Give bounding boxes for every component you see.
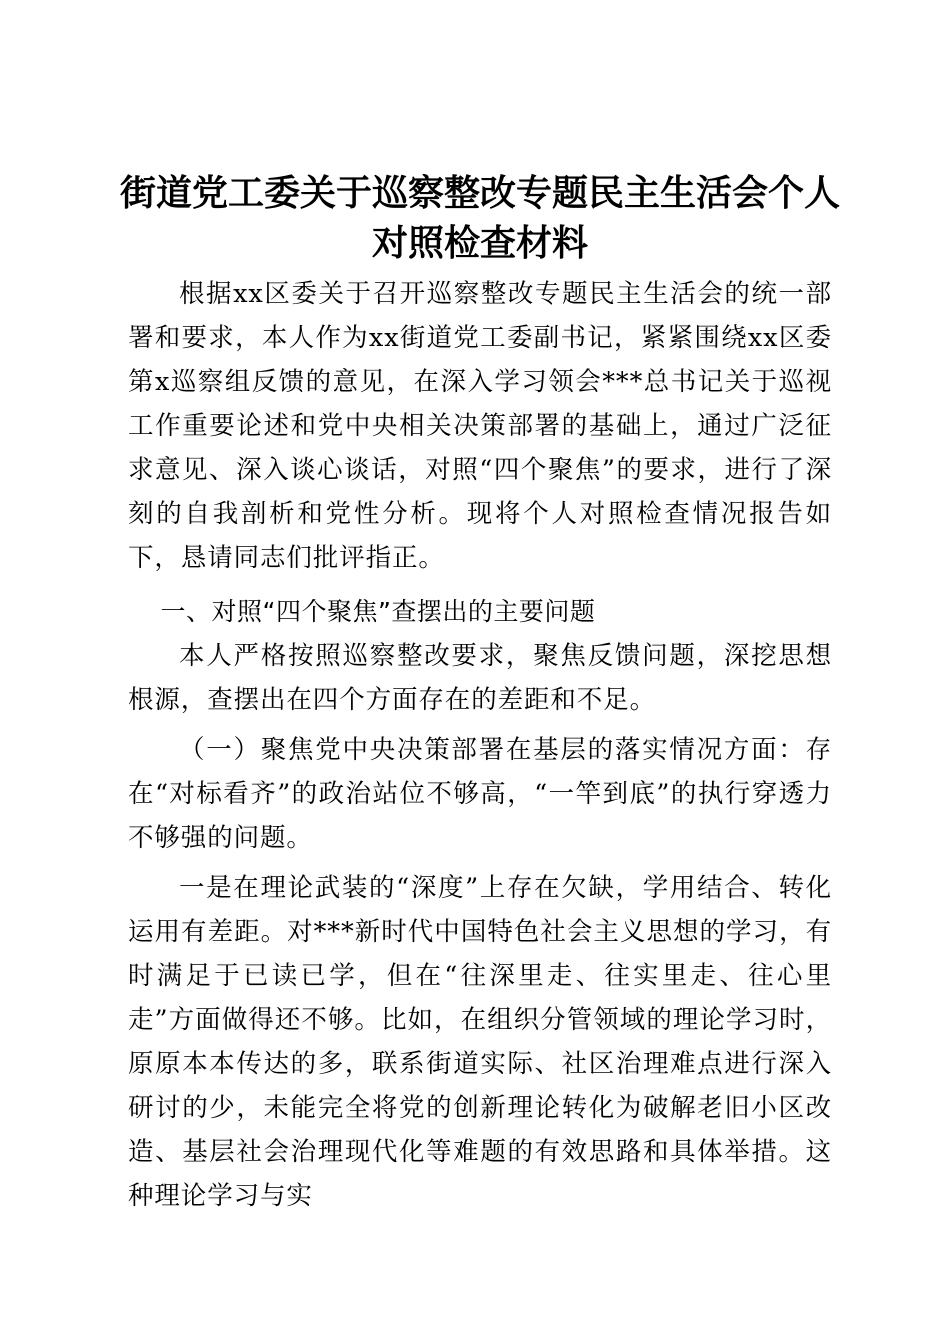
document-title-line-1: 街道党工委关于巡察整改专题民主生活会个人 (120, 172, 841, 214)
document-title-line-2: 对照检查材料 (371, 222, 588, 264)
title-block (120, 168, 841, 268)
section-heading: 一、对照“四个聚焦”查摆出的主要问题 (160, 597, 596, 626)
subsection-paragraph: （一）聚焦党中央决策部署在基层的落实情况方面：存在“对标看齐”的政治站位不够高，“一竿到底”的执行穿透力不够强的问题。 (128, 735, 832, 853)
intro-paragraph: 根据xx区委关于召开巡察整改专题民主生活会的统一部署和要求，本人作为xx街道党工委副书记，紧紧围绕xx区委第x巡察组反馈的意见，在深入学习领会***总书记关于巡视工作重要论述和党中央相关决策部署的基础上，通过广泛征求意见、深入谈心谈话，对照“四个聚焦”的要求，进行了深刻的自我剖析和党性分析。现将个人对照检查情况报告如下，恳请同志们批评指正。 (128, 279, 832, 573)
point-paragraph: 一是在理论武装的“深度”上存在欠缺，学用结合、转化运用有差距。对***新时代中国特色社会主义思想的学习，有时满足于已读已学，但在“往深里走、往实里走、往心里走”方面做得还不够。比如，在组织分管领域的理论学习时，原原本本传达的多，联系街道实际、社区治理难点进行深入研讨的少，未能完全将党的创新理论转化为破解老旧小区改造、基层社会治理现代化等难题的有效思路和具体举措。这种理论学习与实 (128, 873, 832, 1211)
section-intro-paragraph: 本人严格按照巡察整改要求，聚焦反馈问题，深挖思想根源，查摆出在四个方面存在的差距和不足。 (128, 641, 832, 715)
document-body (120, 168, 841, 1218)
